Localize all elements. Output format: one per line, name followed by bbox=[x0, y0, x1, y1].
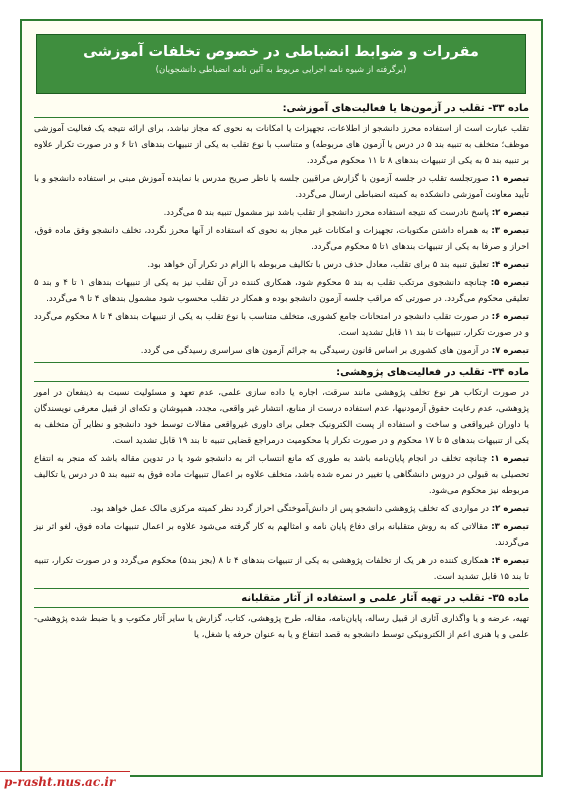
article-35-intro: تهیه، عرضه و یا واگذاری آثاری از قبیل رساله، پایان‌نامه، مقاله، طرح پژوهشی، کتاب، گزارش یا سایر آثار مکتوب و یا ضبط شده پژوهشی- علمی و یا هنری اعم از الکترونیکی توسط دانشجو به قصد انتفاع و یا به عنوان حرفه یا شغل، یا bbox=[34, 614, 529, 640]
note-label: تبصره ۲: bbox=[491, 504, 529, 514]
article-35-heading: ماده ۳۵- تقلب در تهیه آثار علمی و استفاده از آثار متقلبانه bbox=[241, 593, 529, 604]
note-text: صورتجلسه تقلب در جلسه آزمون با گزارش مراقبین جلسه یا ناظر صریح مدرس با نماینده آموزش مبنی بر استفاده دانشجو و با تأیید معاونت آموزشی دانشکده به کمیته انضباطی ارسال می‌گردد. bbox=[34, 174, 529, 200]
article-34-note-2 bbox=[34, 501, 529, 517]
note-text: در صورت تقلب دانشجو در امتحانات جامع کشوری، متخلف متناسب با نوع تقلب به یکی از تنبیهات بندهای ۴ تا ۸ محکوم می‌گردد و در صورت تکرار، تنبیهات تا بند ۱۱ قابل تشدید است. bbox=[34, 312, 529, 338]
divider bbox=[34, 117, 529, 118]
note-label: تبصره ۷: bbox=[491, 346, 529, 356]
divider bbox=[34, 607, 529, 608]
note-text: مقالاتی که به روش متقلبانه برای دفاع پایان نامه و امثالهم به کار گرفته می‌شود علاوه بر اعمال تنبیهات ماده فوق، لغو اثر نیز می‌گردند. bbox=[34, 522, 529, 548]
divider bbox=[34, 588, 529, 589]
article-34-heading: ماده ۳۴- تقلب در فعالیت‌های پژوهشی: bbox=[336, 367, 529, 378]
note-text: به همراه داشتن مکتوبات، تجهیزات و امکانات غیر مجاز به نحوی که استفاده از آنها محرز نگردد، تخلف دانشجو وفق ماده فوق، احراز و صرفا به یکی از تنبیهات بندهای ۱تا ۵ محکوم می‌گردد. bbox=[34, 226, 529, 252]
note-text: چنانچه تخلف در انجام پایان‌نامه باشد به طوری که مانع انتساب اثر به دانشجو شود یا در تدوین مقاله باشد که منجر به انتفاع تحصیلی به قبولی در دروس دانشگاهی یا تغییر در نمره شده باشد، متخلف علاوه بر اعمال تنبیهات ماده فوق به تنبیه بند ۵ در درس یا تکالیف مربوطه نیز محکوم می‌شود. bbox=[34, 454, 529, 496]
divider bbox=[34, 381, 529, 382]
note-label: تبصره ۵: bbox=[490, 278, 530, 288]
page-title: مقررات و ضوابط انضباطی در خصوص تخلفات آموزشی bbox=[83, 44, 479, 60]
site-link[interactable]: p-rasht.nus.ac.ir bbox=[4, 775, 116, 789]
article-33-note-5 bbox=[34, 275, 529, 307]
note-label: تبصره ۶: bbox=[491, 312, 529, 322]
document-body bbox=[34, 99, 529, 645]
note-text: در آزمون های کشوری بر اساس قانون رسیدگی به جرائم آزمون های سراسری رسیدگی می گردد. bbox=[140, 346, 489, 356]
article-34-intro: در صورت ارتکاب هر نوع تخلف پژوهشی مانند سرقت، اجاره یا داده سازی علمی، عدم تعهد و مسئولیت نسبت به ذینفعان در امور پژوهشی، عدم رعایت حقوق آزمودنیها، عدم استفاده درست از منابع، انتشار غیر واقعی، مجدد، همپوشان و تکه‌ای از قبیل معرفی نویسندگان یا داوران غیرواقعی و ساخت و استفاده از پست الکترونیک جعلی برای داوری غیرواقعی مقالات توسط خود دانشجو و نظایر آن متخلف به یکی از تنبیهات بندهای ۵ تا ۱۷ محکوم و در صورت تکرار یا محکومیت درمراجع قضایی تنبیه تا بند ۱۹ قابل تشدید است. bbox=[34, 388, 529, 446]
article-33-note-3 bbox=[34, 223, 529, 255]
note-label: تبصره ۴: bbox=[491, 556, 530, 566]
note-text: تعلیق تنبیه بند ۵ برای تقلب، معادل حذف درس با تکالیف مربوطه با الزام در تکرار آن خواهد بود. bbox=[147, 260, 489, 270]
page-subtitle: (برگرفته از شیوه نامه اجرایی مربوط به آئین نامه انضباطی دانشجویان) bbox=[155, 65, 407, 75]
note-label: تبصره ۳: bbox=[491, 226, 529, 236]
note-label: تبصره ۳: bbox=[491, 522, 530, 532]
article-34-note-4 bbox=[34, 553, 529, 585]
title-banner bbox=[36, 34, 526, 94]
note-label: تبصره ۲: bbox=[491, 208, 529, 218]
note-label: تبصره ۴: bbox=[491, 260, 529, 270]
note-text: چنانچه دانشجوی مرتکب تقلب به بند ۵ محکوم شود، همکاری کننده در آن تقلب نیز به یکی از تنبیهات بندهای ۱ تا ۴ و بند ۵ تعلیقی محکوم می‌گردد. در صورتی که مراقب جلسه آزمون دانشجو بوده و همکار در تقلب محسوب شود مشمول بندهای ۴ تا ۹ می‌گردد. bbox=[34, 278, 529, 304]
article-33-note-6 bbox=[34, 309, 529, 341]
document-frame bbox=[20, 19, 543, 777]
article-34-note-3 bbox=[34, 519, 529, 551]
article-33-heading: ماده ۳۳- تقلب در آزمون‌ها یا فعالیت‌های آموزشی: bbox=[282, 103, 529, 114]
article-33-intro: تقلب عبارت است از استفاده محرز دانشجو از اطلاعات، تجهیزات یا امکانات به نحوی که مجاز نباشد، برای ارائه نتیجه یک فعالیت آموزشی موظف؛ متخلف به تنبیه بند ۵ در درس یا آزمون های مربوطه) و متناسب با نوع تقلب به یکی از تنبیهات بندهای ۱تا ۶ و در صورت تکرار علاوه بر تنبیه بند ۵ به یکی از تنبیهات بندهای ۸ تا ۱۱ محکوم می‌گردد. bbox=[34, 124, 529, 166]
article-34-note-1 bbox=[34, 451, 529, 499]
article-33-note-2 bbox=[34, 205, 529, 221]
note-text: در مواردی که تخلف پژوهشی دانشجو پس از دانش‌آموختگی احراز گردد نظر کمیته مرکزی مالک عمل خواهد بود. bbox=[90, 504, 489, 514]
note-text: پاسخ نادرست که نتیجه استفاده محرز دانشجو از تقلب باشد نیز مشمول تنبیه بند ۵ می‌گردد. bbox=[163, 208, 489, 218]
note-label: تبصره ۱: bbox=[491, 174, 529, 184]
site-footer bbox=[0, 771, 130, 794]
note-text: همکاری کننده در هر یک از تخلفات پژوهشی به یکی از تنبیهات بندهای ۴ تا ۸ (بجز بند۵) محکوم می‌گردد و در صورت تکرار، تنبیه تا بند ۱۵ قابل تشدید است. bbox=[34, 556, 529, 582]
article-33-note-4 bbox=[34, 257, 529, 273]
note-label: تبصره ۱: bbox=[490, 454, 529, 464]
article-33-note-7 bbox=[34, 343, 529, 359]
divider bbox=[34, 362, 529, 363]
article-33-note-1 bbox=[34, 171, 529, 203]
